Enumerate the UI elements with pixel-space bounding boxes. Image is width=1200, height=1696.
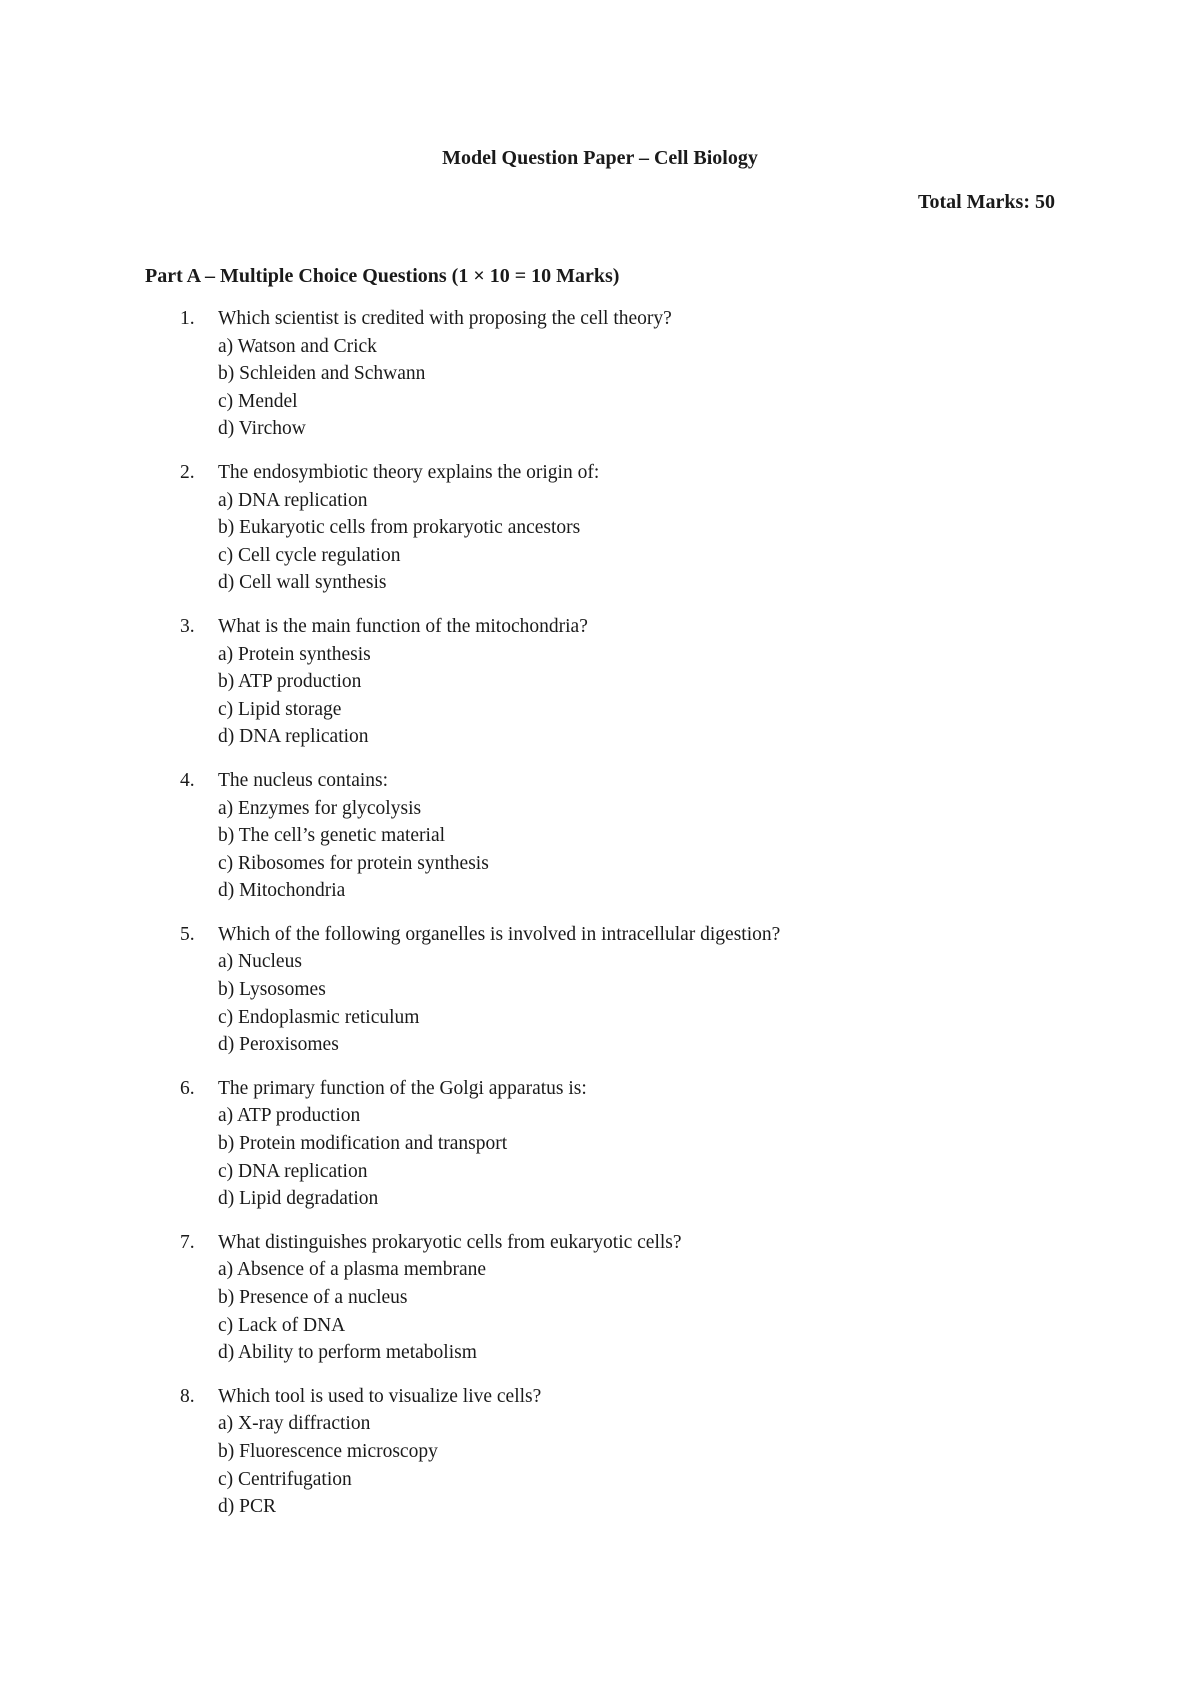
option-b: b) Presence of a nucleus: [218, 1287, 408, 1308]
option-d: d) Cell wall synthesis: [218, 572, 387, 594]
option-d: d) DNA replication: [218, 726, 369, 748]
option-b: b) Protein modification and transport: [218, 1133, 508, 1155]
option-d: d) Ability to perform metabolism: [218, 1342, 477, 1364]
option-c: c) Centrifugation: [218, 1468, 352, 1490]
option-b: b) Fluorescence microscopy: [218, 1440, 438, 1462]
question-text: The nucleus contains:: [218, 769, 389, 791]
option-a: a) Watson and Crick: [218, 335, 377, 357]
question-text: Which scientist is credited with proposing the cell theory?: [218, 308, 672, 329]
total-marks: Total Marks: 50: [917, 191, 1055, 213]
question-list: [0, 305, 1200, 1537]
question-number: 3.: [180, 615, 195, 637]
option-b: b) Schleiden and Schwann: [218, 363, 426, 385]
option-a: a) Enzymes for glycolysis: [218, 797, 422, 819]
question-number: 8.: [180, 1385, 195, 1407]
question-text: Which of the following organelles is involved in intracellular digestion?: [218, 923, 781, 945]
option-a: a) X-ray diffraction: [218, 1413, 371, 1435]
option-d: d) Virchow: [218, 418, 306, 440]
question-8: [0, 1383, 1200, 1521]
option-c: c) Endoplasmic reticulum: [218, 1006, 420, 1028]
question-text: What distinguishes prokaryotic cells from eukaryotic cells?: [218, 1231, 682, 1253]
option-b: b) ATP production: [218, 671, 362, 693]
option-c: c) Cell cycle regulation: [218, 544, 401, 566]
question-7: [0, 1229, 1200, 1367]
document-title: Model Question Paper – Cell Biology: [442, 147, 758, 169]
option-a: a) Protein synthesis: [218, 643, 371, 665]
option-c: c) Ribosomes for protein synthesis: [218, 852, 489, 874]
option-b: b) Eukaryotic cells from prokaryotic ancestors: [218, 517, 581, 539]
option-a: a) DNA replication: [218, 489, 368, 511]
part-a-heading: Part A – Multiple Choice Questions (1 × 10 = 10 Marks): [145, 265, 620, 287]
question-number: 5.: [180, 923, 195, 945]
option-c: c) Lipid storage: [218, 698, 342, 720]
question-text: What is the main function of the mitochondria?: [218, 615, 588, 637]
question-number: 1.: [180, 308, 195, 329]
option-d: d) Mitochondria: [218, 880, 346, 902]
question-1: [0, 305, 1200, 443]
option-d: d) Peroxisomes: [218, 1034, 339, 1056]
question-number: 4.: [180, 769, 195, 791]
question-6: [0, 1075, 1200, 1213]
question-number: 7.: [180, 1231, 195, 1253]
option-a: a) Nucleus: [218, 951, 302, 973]
question-4: [0, 767, 1200, 905]
option-a: a) Absence of a plasma membrane: [218, 1259, 487, 1281]
option-d: d) PCR: [218, 1496, 276, 1518]
option-c: c) Lack of DNA: [218, 1314, 346, 1336]
option-b: b) The cell’s genetic material: [218, 825, 446, 847]
question-number: 6.: [180, 1077, 195, 1099]
question-text: The primary function of the Golgi apparatus is:: [218, 1077, 587, 1099]
option-a: a) ATP production: [218, 1105, 361, 1127]
question-text: The endosymbiotic theory explains the origin of:: [218, 461, 600, 483]
question-text: Which tool is used to visualize live cells?: [218, 1385, 542, 1407]
question-3: [0, 613, 1200, 751]
question-number: 2.: [180, 461, 195, 483]
option-d: d) Lipid degradation: [218, 1188, 379, 1210]
option-c: c) DNA replication: [218, 1160, 368, 1182]
question-5: [0, 921, 1200, 1059]
option-c: c) Mendel: [218, 390, 298, 412]
question-2: [0, 459, 1200, 597]
option-b: b) Lysosomes: [218, 979, 326, 1001]
